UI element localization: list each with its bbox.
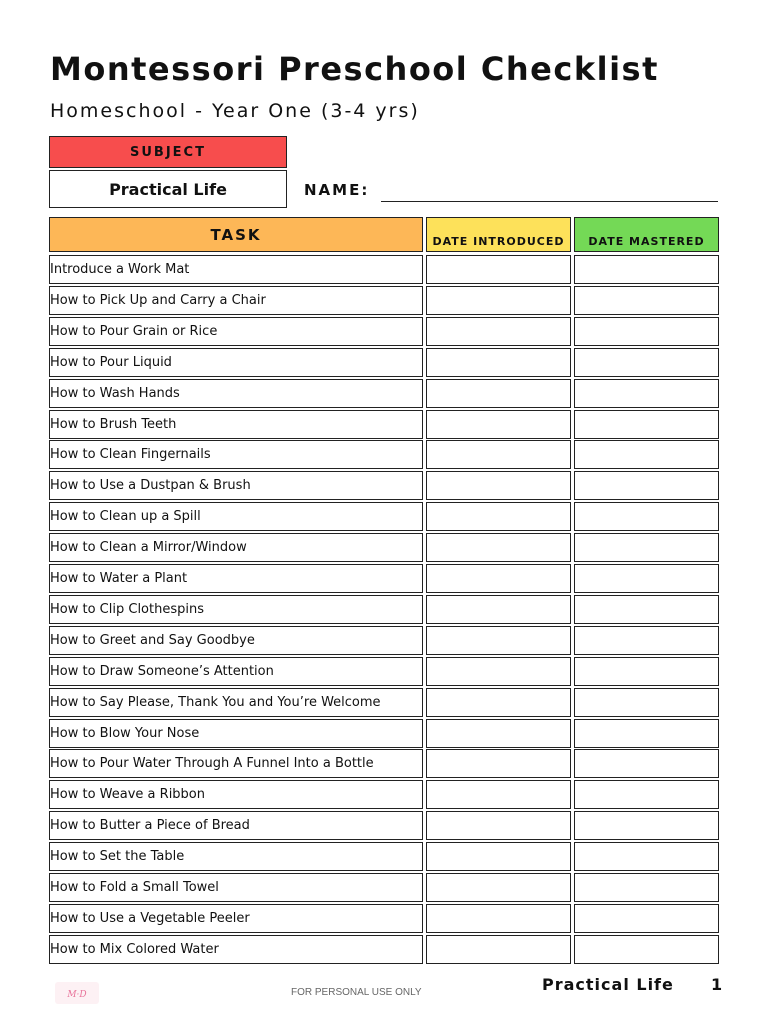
date-mastered-cell[interactable]: [574, 440, 719, 469]
page-title: Montessori Preschool Checklist: [50, 50, 659, 88]
name-label: NAME:: [304, 181, 370, 199]
date-mastered-cell[interactable]: [574, 317, 719, 346]
date-mastered-cell[interactable]: [574, 502, 719, 531]
task-cell: How to Blow Your Nose: [49, 719, 423, 748]
date-introduced-cell[interactable]: [426, 935, 571, 964]
date-introduced-cell[interactable]: [426, 440, 571, 469]
task-column-header: TASK: [49, 217, 423, 252]
date-introduced-cell[interactable]: [426, 286, 571, 315]
date-mastered-cell[interactable]: [574, 286, 719, 315]
task-cell: How to Wash Hands: [49, 379, 423, 408]
date-introduced-cell[interactable]: [426, 780, 571, 809]
task-cell: How to Say Please, Thank You and You’re Welcome: [49, 688, 423, 717]
task-cell: How to Water a Plant: [49, 564, 423, 593]
task-cell: How to Fold a Small Towel: [49, 873, 423, 902]
task-cell: How to Use a Dustpan & Brush: [49, 471, 423, 500]
date-introduced-cell[interactable]: [426, 719, 571, 748]
task-cell: Introduce a Work Mat: [49, 255, 423, 284]
task-cell: How to Clean Fingernails: [49, 440, 423, 469]
date-mastered-cell[interactable]: [574, 410, 719, 439]
date-introduced-cell[interactable]: [426, 595, 571, 624]
date-introduced-cell[interactable]: [426, 471, 571, 500]
date-introduced-cell[interactable]: [426, 502, 571, 531]
task-cell: How to Mix Colored Water: [49, 935, 423, 964]
date-mastered-cell[interactable]: [574, 348, 719, 377]
task-cell: How to Greet and Say Goodbye: [49, 626, 423, 655]
brand-logo: [55, 980, 99, 1006]
date-introduced-cell[interactable]: [426, 749, 571, 778]
date-mastered-cell[interactable]: [574, 379, 719, 408]
task-cell: How to Clean a Mirror/Window: [49, 533, 423, 562]
date-introduced-column-header: DATE INTRODUCED: [426, 217, 571, 252]
date-introduced-cell[interactable]: [426, 255, 571, 284]
date-introduced-cell[interactable]: [426, 410, 571, 439]
task-cell: How to Weave a Ribbon: [49, 780, 423, 809]
date-introduced-cell[interactable]: [426, 657, 571, 686]
task-cell: How to Use a Vegetable Peeler: [49, 904, 423, 933]
subject-value: Practical Life: [49, 170, 287, 208]
task-cell: How to Clean up a Spill: [49, 502, 423, 531]
date-mastered-cell[interactable]: [574, 688, 719, 717]
date-introduced-cell[interactable]: [426, 688, 571, 717]
date-mastered-cell[interactable]: [574, 842, 719, 871]
date-mastered-cell[interactable]: [574, 873, 719, 902]
date-introduced-cell[interactable]: [426, 533, 571, 562]
page-subtitle: Homeschool - Year One (3-4 yrs): [50, 100, 420, 122]
date-mastered-cell[interactable]: [574, 657, 719, 686]
date-introduced-cell[interactable]: [426, 904, 571, 933]
date-introduced-cell[interactable]: [426, 626, 571, 655]
footer-note: FOR PERSONAL USE ONLY: [291, 987, 422, 998]
subject-label: SUBJECT: [49, 136, 287, 168]
task-cell: How to Pour Grain or Rice: [49, 317, 423, 346]
date-mastered-cell[interactable]: [574, 780, 719, 809]
date-mastered-cell[interactable]: [574, 935, 719, 964]
date-mastered-cell[interactable]: [574, 719, 719, 748]
name-input-line[interactable]: [381, 201, 718, 202]
date-mastered-cell[interactable]: [574, 595, 719, 624]
date-introduced-cell[interactable]: [426, 873, 571, 902]
date-mastered-cell[interactable]: [574, 811, 719, 840]
date-mastered-cell[interactable]: [574, 564, 719, 593]
task-cell: How to Draw Someone’s Attention: [49, 657, 423, 686]
date-introduced-cell[interactable]: [426, 811, 571, 840]
task-cell: How to Set the Table: [49, 842, 423, 871]
date-mastered-cell[interactable]: [574, 904, 719, 933]
date-mastered-column-header: DATE MASTERED: [574, 217, 719, 252]
date-mastered-cell[interactable]: [574, 471, 719, 500]
page-number: 1: [711, 975, 723, 994]
footer-subject: Practical Life: [542, 975, 674, 994]
svg-text:M·D: M·D: [67, 990, 87, 1000]
task-cell: How to Pick Up and Carry a Chair: [49, 286, 423, 315]
date-mastered-cell[interactable]: [574, 255, 719, 284]
date-mastered-cell[interactable]: [574, 626, 719, 655]
date-introduced-cell[interactable]: [426, 317, 571, 346]
task-cell: How to Clip Clothespins: [49, 595, 423, 624]
date-introduced-cell[interactable]: [426, 564, 571, 593]
date-introduced-cell[interactable]: [426, 348, 571, 377]
task-cell: How to Brush Teeth: [49, 410, 423, 439]
task-cell: How to Pour Liquid: [49, 348, 423, 377]
task-cell: How to Butter a Piece of Bread: [49, 811, 423, 840]
task-cell: How to Pour Water Through A Funnel Into a Bottle: [49, 749, 423, 778]
date-mastered-cell[interactable]: [574, 749, 719, 778]
date-introduced-cell[interactable]: [426, 379, 571, 408]
date-introduced-cell[interactable]: [426, 842, 571, 871]
date-mastered-cell[interactable]: [574, 533, 719, 562]
